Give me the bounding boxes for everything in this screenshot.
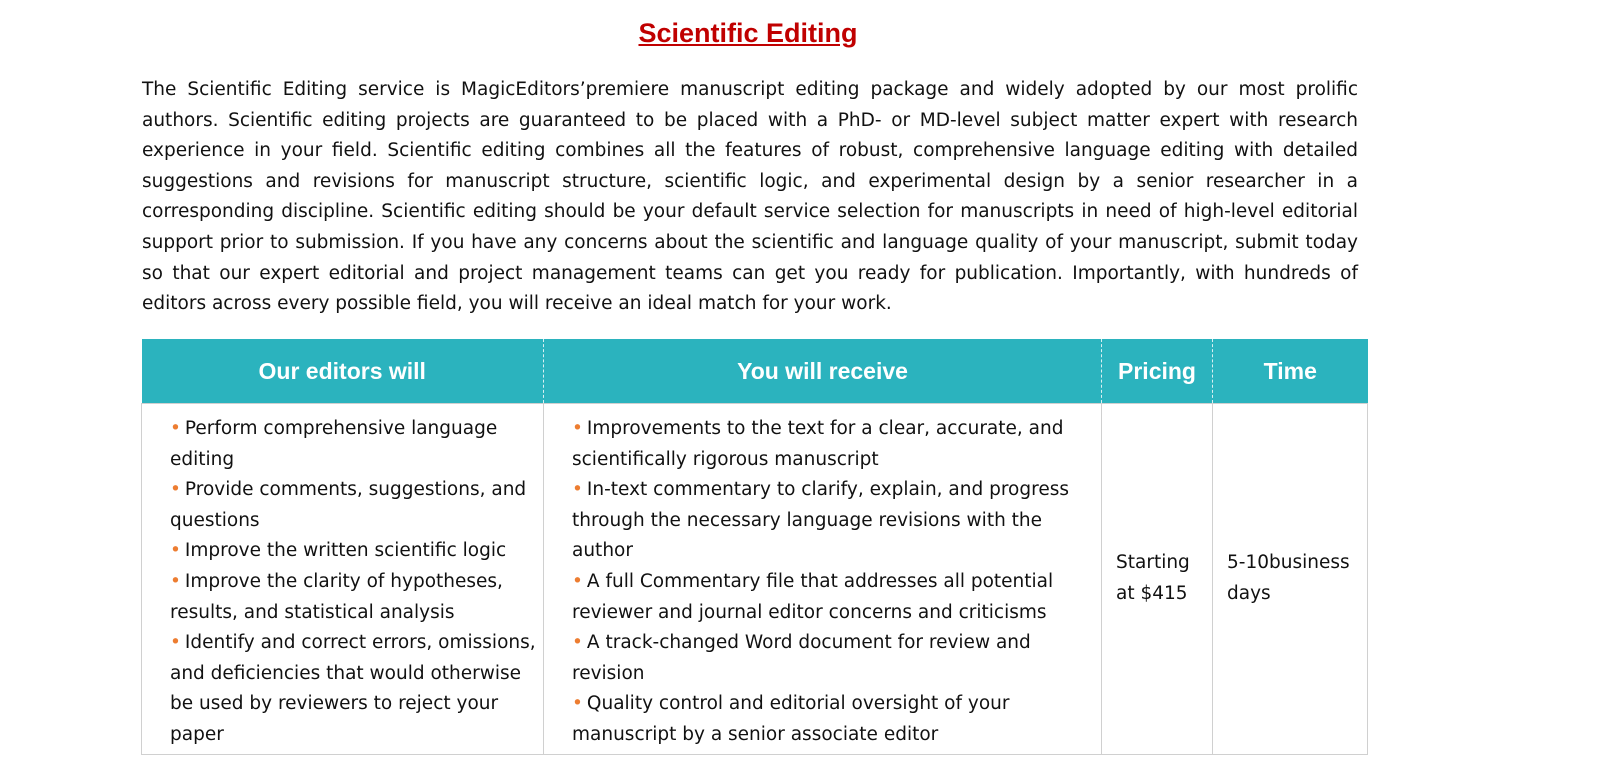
time-cell [1213, 404, 1368, 755]
pricing-value: Starting at $415 [1116, 552, 1190, 604]
list-item [572, 628, 1095, 689]
header-editors-will: Our editors will [142, 339, 544, 404]
list-item [572, 414, 1095, 475]
list-item-text: A track-changed Word document for review and revision [572, 632, 1031, 684]
bullet-icon: • [170, 540, 181, 562]
list-item-text: In-text commentary to clarify, explain, and progress through the necessary language revisions with the author [572, 479, 1069, 562]
list-item-text: Improvements to the text for a clear, accurate, and scientifically rigorous manuscript [572, 418, 1064, 470]
you-receive-cell [544, 404, 1102, 755]
list-item [170, 475, 537, 536]
intro-paragraph: The Scientific Editing service is MagicEditors’premiere manuscript editing package and widely adopted by our most prolific authors. Scientific editing projects are guaranteed to be placed with a PhD- or MD-level subject matter expert with research experience in your field. Scientific editing combines all the features of robust, comprehensive language editing with detailed suggestions and revisions for manuscript structure, scientific logic, and experimental design by a senior researcher in a corresponding discipline. Scientific editing should be your default service selection for manuscripts in need of high-level editorial support prior to submission. If you have any concerns about the scientific and language quality of your manuscript, submit today so that our expert editorial and project management teams can get you ready for publication. Importantly, with hundreds of editors across every possible field, you will receive an ideal match for your work. [142, 79, 1358, 315]
time-value: 5-10business days [1227, 552, 1350, 604]
header-pricing: Pricing [1102, 339, 1213, 404]
bullet-icon: • [572, 479, 583, 501]
list-item-text: Perform comprehensive language editing [170, 418, 498, 470]
list-item-text: Quality control and editorial oversight of your manuscript by a senior associate editor [572, 693, 1010, 745]
bullet-icon: • [170, 418, 181, 439]
table-row [142, 404, 1368, 755]
bullet-icon: • [572, 632, 583, 654]
list-item-text: Improve the clarity of hypotheses, results, and statistical analysis [170, 570, 503, 623]
list-item-text: Provide comments, suggestions, and questions [170, 479, 527, 531]
service-table [141, 339, 1368, 755]
table-header-row [142, 339, 1368, 404]
bullet-icon: • [170, 570, 181, 592]
header-you-will-receive: You will receive [544, 339, 1102, 404]
list-item-text: Improve the written scientific logic [184, 540, 507, 562]
list-item [170, 536, 537, 567]
you-receive-list [572, 414, 1095, 751]
bullet-icon: • [572, 418, 583, 439]
list-item-text: Identify and correct errors, omissions, and deficiencies that would otherwise be used by reviewers to reject your paper [170, 632, 536, 745]
pricing-cell [1102, 404, 1213, 755]
list-item [572, 475, 1095, 567]
list-item [572, 567, 1095, 628]
list-item [170, 628, 537, 750]
bullet-icon: • [170, 632, 181, 654]
list-item-text: A full Commentary file that addresses all potential reviewer and journal editor concerns and criticisms [572, 570, 1054, 623]
list-item [170, 414, 537, 475]
editors-will-list [170, 414, 537, 751]
bullet-icon: • [572, 570, 583, 592]
bullet-icon: • [170, 479, 181, 501]
header-time: Time [1213, 339, 1368, 404]
page-title: Scientific Editing [638, 18, 858, 49]
list-item [572, 689, 1095, 750]
editors-will-cell [142, 404, 544, 755]
bullet-icon: • [572, 693, 583, 715]
list-item [170, 567, 537, 628]
